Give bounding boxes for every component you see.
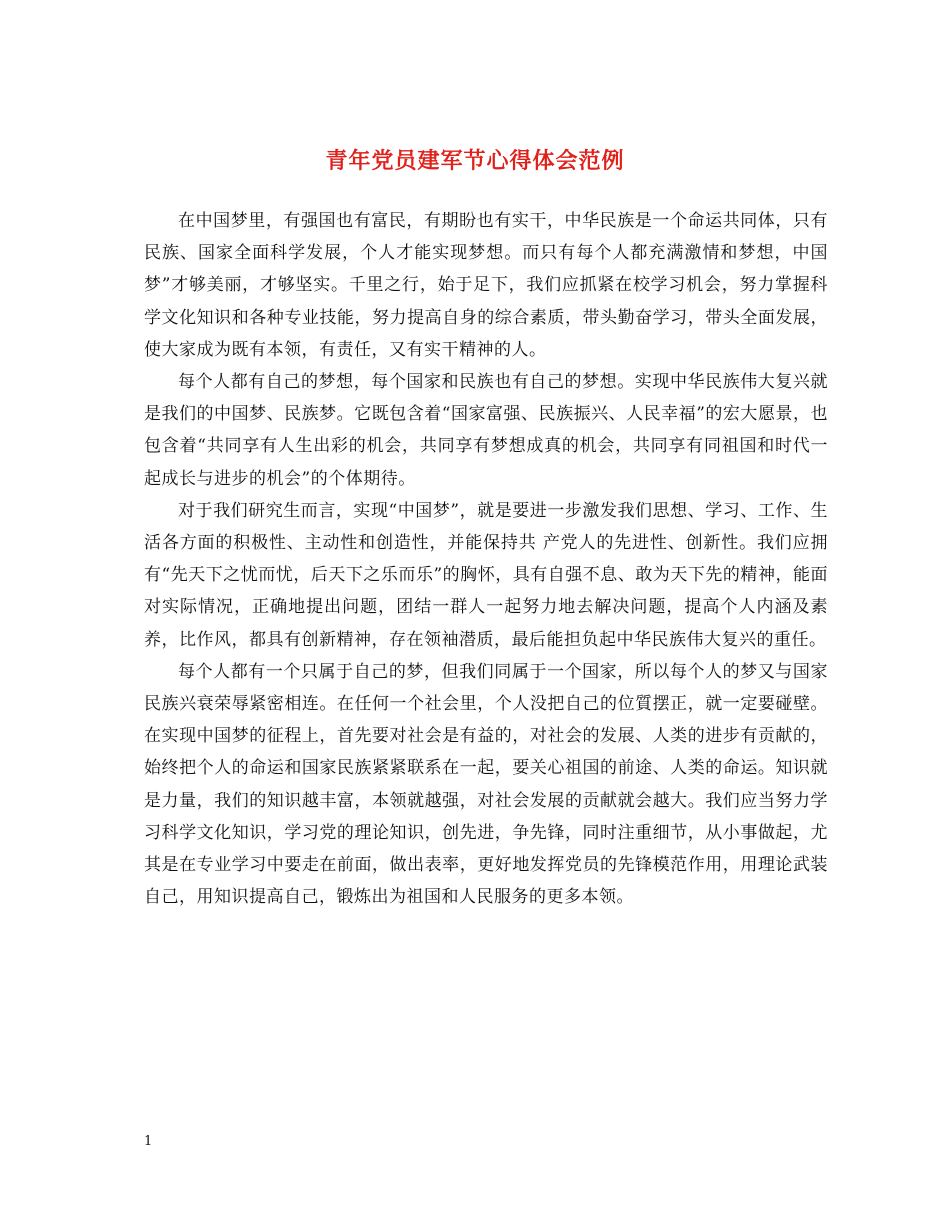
paragraph-3: 对于我们研究生而言，实现“中国梦”，就是要进一步激发我们思想、学习、工作、生活各方面的积极性、主动性和创造性，并能保持共 产党人的先进性、创新性。我们应拥有“先天下之忧而忧，后天下之乐而乐”的胸怀，具有自强不息、敢为天下先的精神，能面对实际情况，正确地提出问题，团结一群人一起努力地去解决问题，提高个人内涵及素养，比作风，都具有创新精神，存在领袖潜质，最后能担负起中华民族伟大复兴的重任。 [144, 500, 828, 650]
document-title: 青年党员建军节心得体会范例 [325, 147, 625, 174]
paragraph-1: 在中国梦里，有强国也有富民，有期盼也有实干，中华民族是一个命运共同体，只有民族、国家全面科学发展，个人才能实现梦想。而只有每个人都充满激情和梦想，中国梦”才够美丽，才够坚实。千里之行，始于足下，我们应抓紧在校学习机会，努力掌握科学文化知识和各种专业技能，努力提高自身的综合素质，带头勤奋学习，带头全面发展，使大家成为既有本领，有责任，又有实干精神的人。 [144, 211, 828, 360]
page-number: 1 [144, 1134, 153, 1149]
document-body [144, 205, 828, 913]
paragraph-4: 每个人都有一个只属于自己的梦，但我们同属于一个国家，所以每个人的梦又与国家民族兴衰荣辱紧密相连。在任何一个社会里，个人没把自己的位質摆正，就一定要碰壁。在实现中国梦的征程上，首先要对社会是有益的，对社会的发展、人类的进步有贡献的，始终把个人的命运和国家民族紧紧联系在一起，要关心祖国的前途、人类的命运。知识就是力量，我们的知识越丰富，本领就越强，对社会发展的贡献就会越大。我们应当努力学习科学文化知识，学习党的理论知识，创先进，争先锋，同时注重细节，从小事做起，尤其是在专业学习中要走在前面，做出表率，更好地发挥党员的先锋模范作用，用理论武装自己，用知识提高自己，锻炼出为祖国和人民服务的更多本领。 [144, 661, 828, 908]
paragraph-2: 每个人都有自己的梦想，每个国家和民族也有自己的梦想。实现中华民族伟大复兴就是我们的中国梦、民族梦。它既包含着“国家富强、民族振兴、人民幸福”的宏大愿景，也包含着“共同享有人生出彩的机会，共同享有梦想成真的机会，共同享有同祖国和时代一起成长与进步的机会”的个体期待。 [144, 372, 828, 489]
